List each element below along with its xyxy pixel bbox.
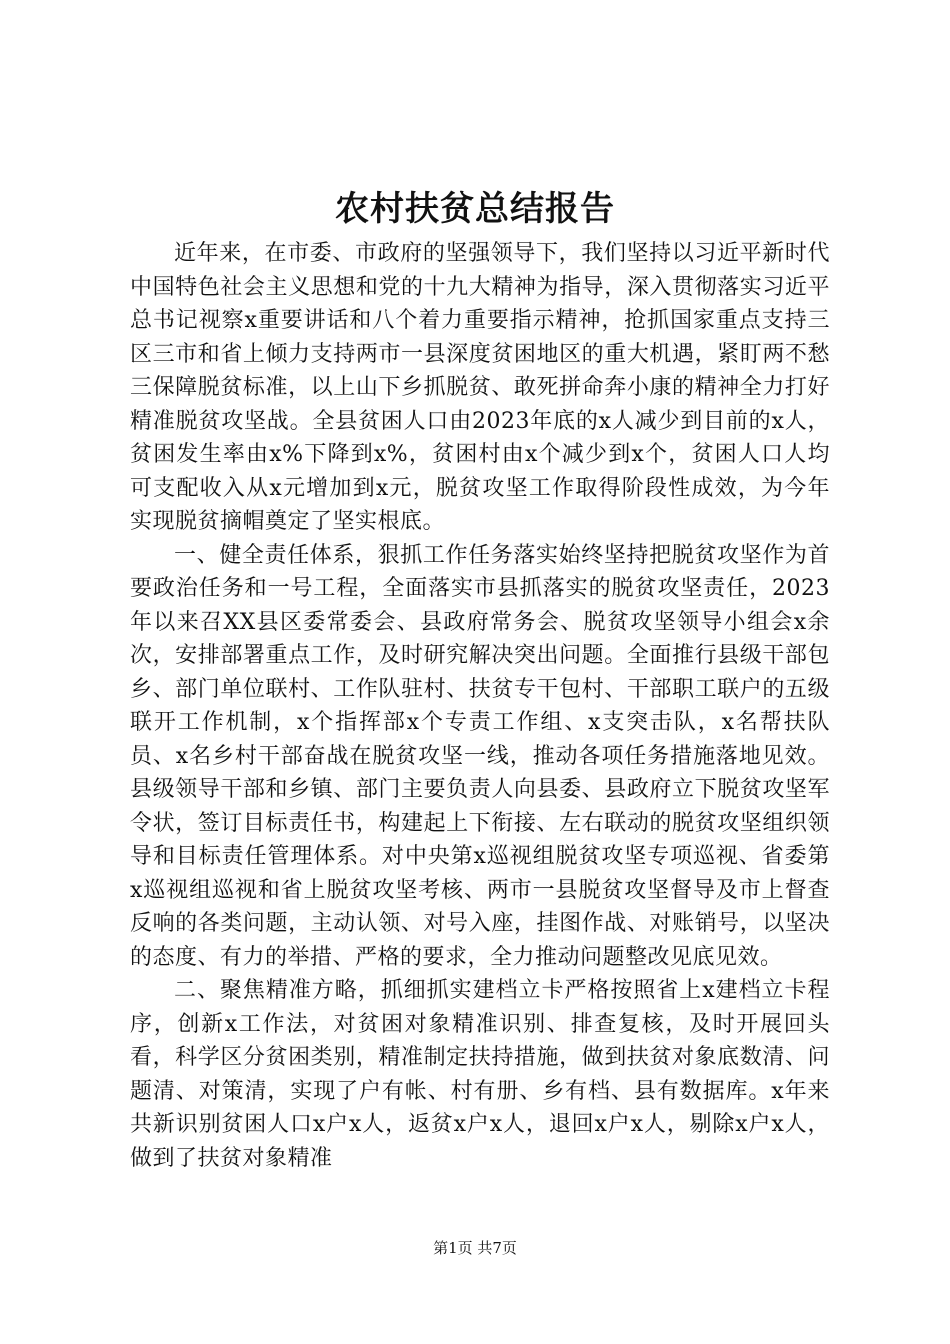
paragraph-section-2: 二、聚焦精准方略，抓细抓实建档立卡严格按照省上x建档立卡程序，创新x工作法，对贫困对象精准识别、排查复核，及时开展回头看，科学区分贫困类别，精准制定扶持措施，做到扶贫对象底数清、问题清、对策清，实现了户有帐、村有册、乡有档、县有数据库。x年来共新识别贫困人口x户x人，返贫x户x人，退回x户x人，剔除x户x人，做到了扶贫对象精准 [130, 978, 830, 1171]
page-number-footer: 第1页 共7页 [433, 1239, 517, 1257]
document-body [130, 237, 830, 1175]
paragraph-section-1: 一、健全责任体系，狠抓工作任务落实始终坚持把脱贫攻坚作为首要政治任务和一号工程，全面落实市县抓落实的脱贫攻坚责任，2023年以来召XX县区委常委会、县政府常务会、脱贫攻坚领导小组会x余次，安排部署重点工作，及时研究解决突出问题。全面推行县级干部包乡、部门单位联村、工作队驻村、扶贫专干包村、干部职工联户的五级联开工作机制，x个指挥部x个专责工作组、x支突击队，x名帮扶队员、x名乡村干部奋战在脱贫攻坚一线，推动各项任务措施落地见效。县级领导干部和乡镇、部门主要负责人向县委、县政府立下脱贫攻坚军令状，签订目标责任书，构建起上下衔接、左右联动的脱贫攻坚组织领导和目标责任管理体系。对中央第x巡视组脱贫攻坚专项巡视、省委第x巡视组巡视和省上脱贫攻坚考核、两市一县脱贫攻坚督导及市上督查反响的各类问题，主动认领、对号入座，挂图作战、对账销号，以坚决的态度、有力的举措、严格的要求，全力推动问题整改见底见效。 [130, 542, 830, 970]
page-title: 农村扶贫总结报告 [335, 189, 615, 229]
paragraph-intro: 近年来，在市委、市政府的坚强领导下，我们坚持以习近平新时代中国特色社会主义思想和党的十九大精神为指导，深入贯彻落实习近平总书记视察x重要讲话和八个着力重要指示精神，抢抓国家重点支持三区三市和省上倾力支持两市一县深度贫困地区的重大机遇，紧盯两不愁三保障脱贫标准，以上山下乡抓脱贫、敢死拼命奔小康的精神全力打好精准脱贫攻坚战。全县贫困人口由2023年底的x人减少到目前的x人，贫困发生率由x%下降到x%，贫困村由x个减少到x个，贫困人口人均可支配收入从x元增加到x元，脱贫攻坚工作取得阶段性成效，为今年实现脱贫摘帽奠定了坚实根底。 [130, 241, 830, 534]
